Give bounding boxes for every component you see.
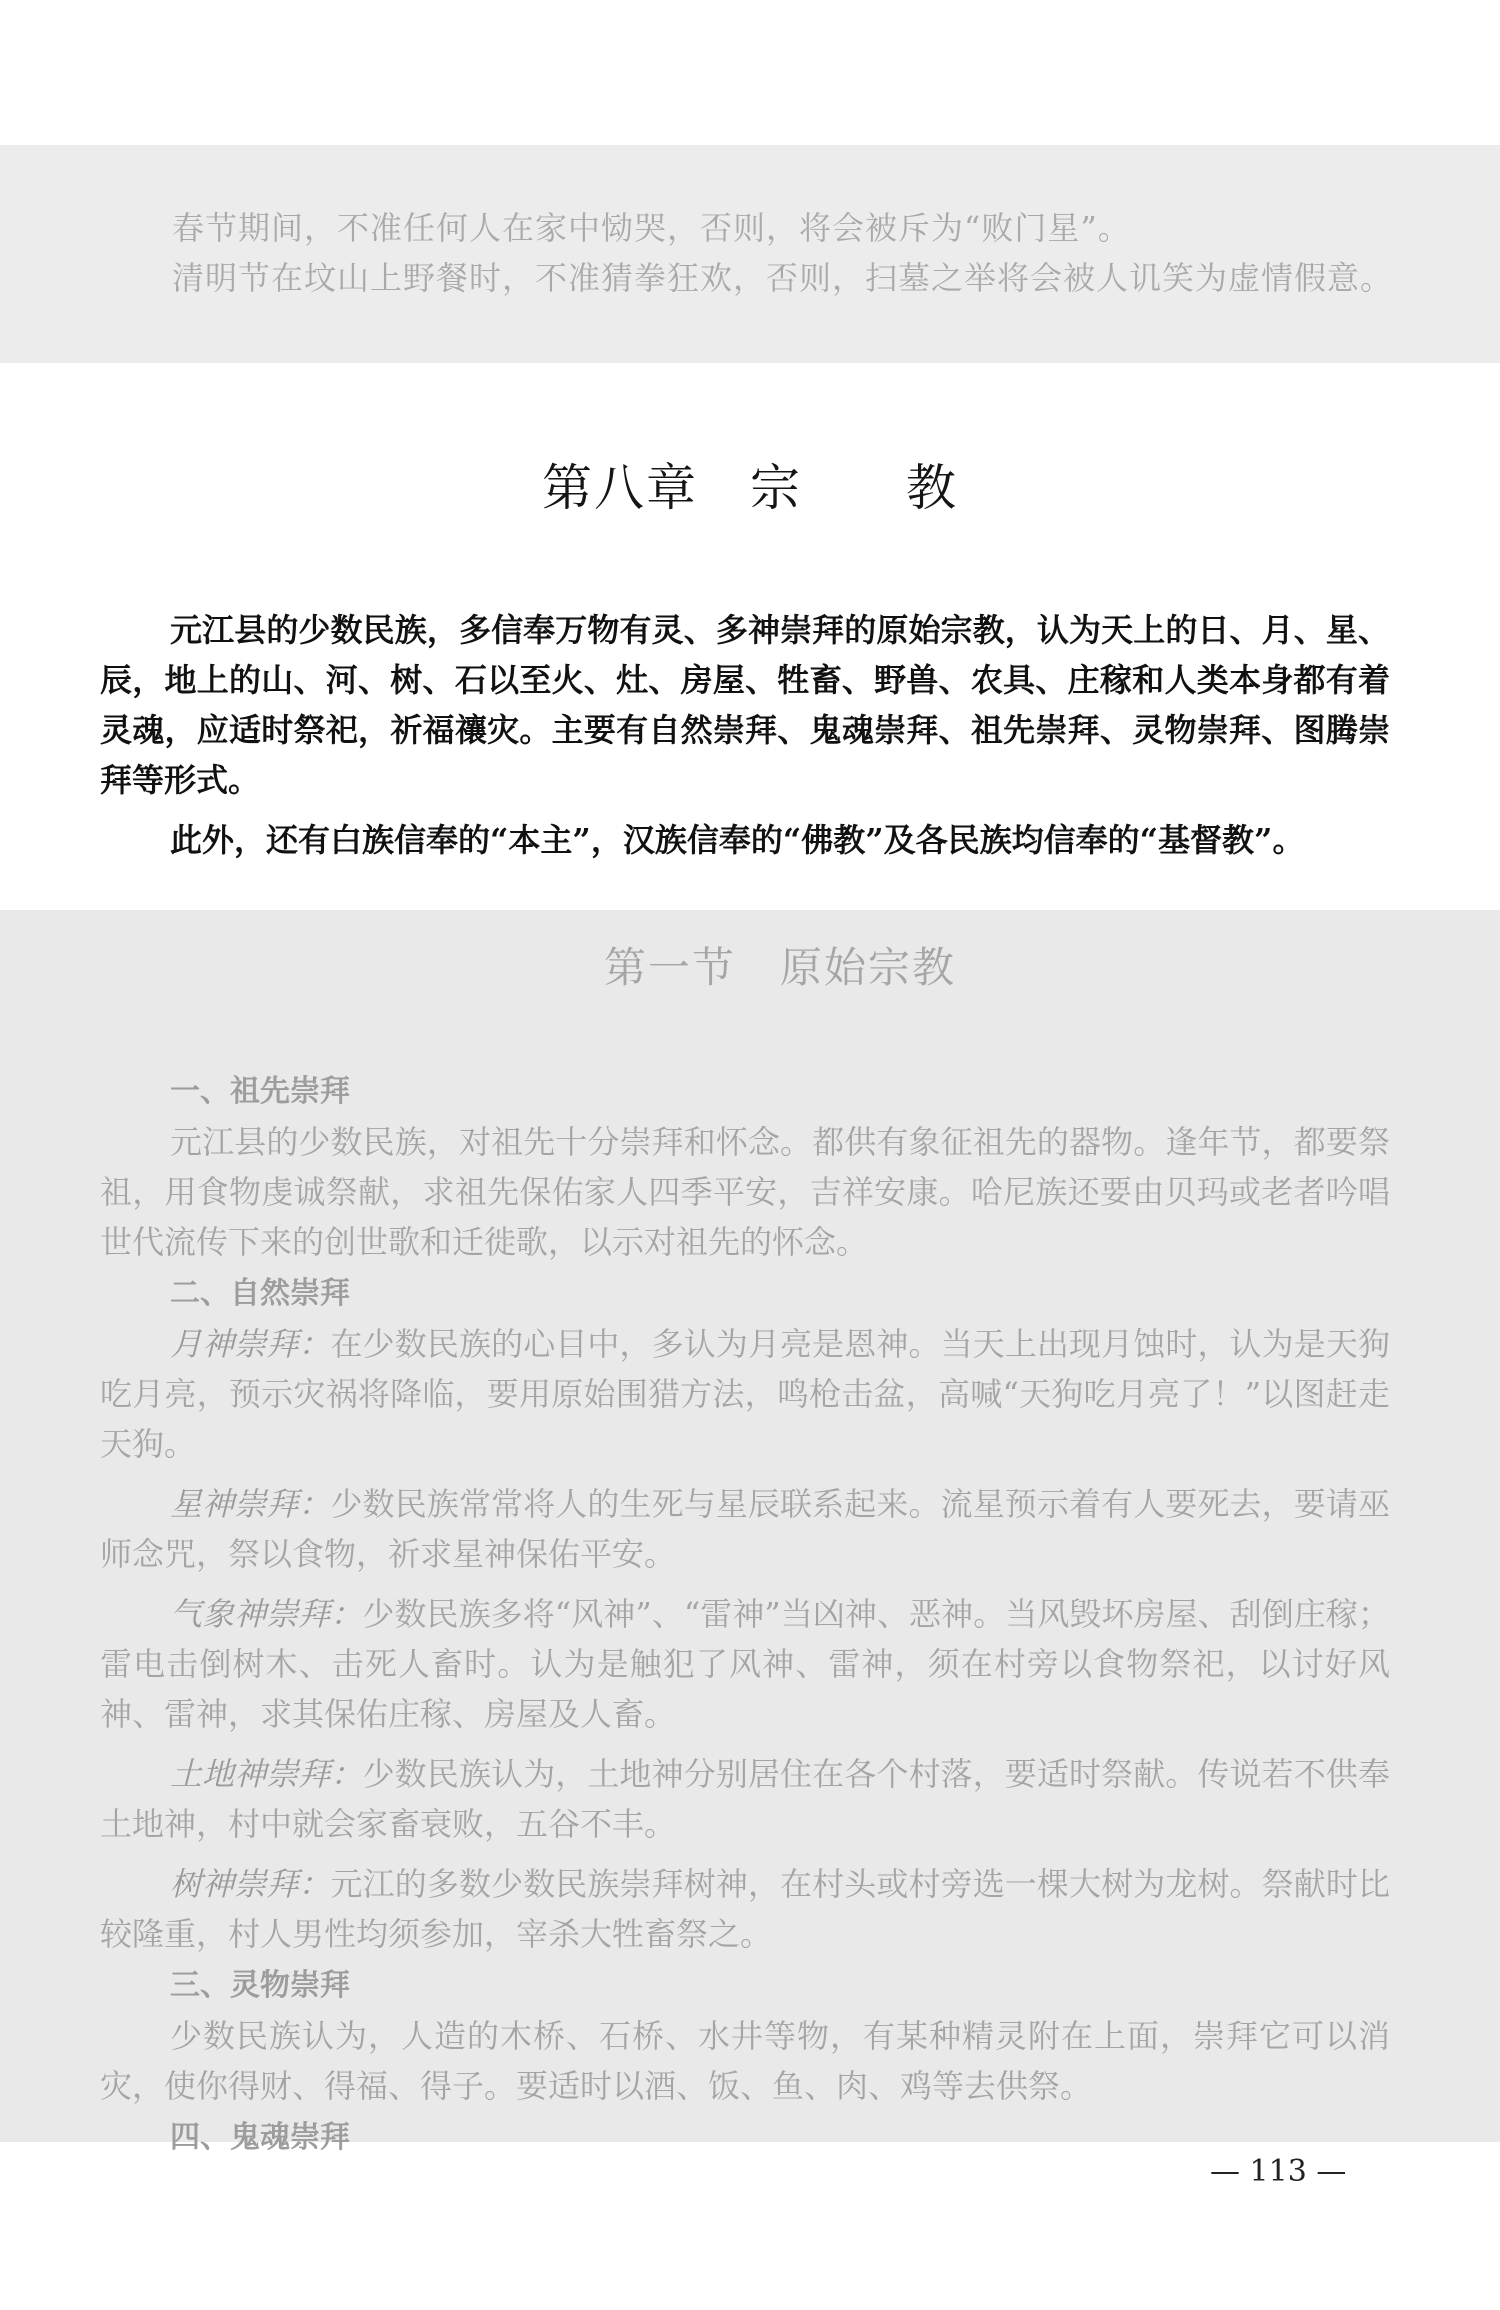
paragraph-tree-god bbox=[100, 1859, 1390, 1959]
text-star-god: 少数民族常常将人的生死与星辰联系起来。流星预示着有人要死去，要请巫师念咒，祭以食物，祈求星神保佑平安。 bbox=[100, 1485, 1390, 1573]
paragraph-weather-god bbox=[100, 1589, 1390, 1739]
text-tree-god: 元江的多数少数民族崇拜树神，在村头或村旁选一棵大树为龙树。祭献时比较隆重，村人男性均须参加，宰杀大牲畜祭之。 bbox=[100, 1865, 1390, 1953]
section-title: 第一节 原始宗教 bbox=[603, 943, 956, 992]
subheading-spirit-object-worship: 三、灵物崇拜 bbox=[170, 1968, 350, 2003]
text-moon-god: 在少数民族的心目中，多认为月亮是恩神。当天上出现月蚀时，认为是天狗吃月亮，预示灾祸将降临，要用原始围猎方法，鸣枪击盆，高喊“天狗吃月亮了！”以图赶走天狗。 bbox=[100, 1325, 1390, 1463]
taboo-line-qingming: 清明节在坟山上野餐时，不准猜拳狂欢，否则，扫墓之举将会被人讥笑为虚情假意。 bbox=[172, 259, 1394, 297]
subheading-ghost-worship: 四、鬼魂崇拜 bbox=[170, 2120, 350, 2155]
paragraph-land-god bbox=[100, 1749, 1390, 1849]
lead-star-god: 星神崇拜： bbox=[170, 1485, 331, 1523]
section-content bbox=[100, 1065, 1390, 2163]
intro-paragraph: 此外，还有白族信奉的“本主”，汉族信奉的“佛教”及各民族均信奉的“基督教”。 bbox=[170, 821, 1305, 859]
lead-land-god: 土地神崇拜： bbox=[170, 1755, 363, 1793]
paragraph-ancestor-worship: 元江县的少数民族，对祖先十分崇拜和怀念。都供有象征祖先的器物。逢年节，都要祭祖，用食物虔诚祭献，求祖先保佑家人四季平安，吉祥安康。哈尼族还要由贝玛或老者吟唱世代流传下来的创世歌和迁徙歌，以示对祖先的怀念。 bbox=[100, 1123, 1390, 1261]
lead-tree-god: 树神崇拜： bbox=[170, 1865, 331, 1903]
paragraph-star-god bbox=[100, 1479, 1390, 1579]
intro-paragraph: 元江县的少数民族，多信奉万物有灵、多神崇拜的原始宗教，认为天上的日、月、星、辰，地上的山、河、树、石以至火、灶、房屋、牲畜、野兽、农具、庄稼和人类本身都有着灵魂，应适时祭祀，祈福禳灾。主要有自然崇拜、鬼魂崇拜、祖先崇拜、灵物崇拜、图腾崇拜等形式。 bbox=[100, 611, 1390, 799]
taboo-line-spring-festival: 春节期间，不准任何人在家中恸哭，否则，将会被斥为“败门星”。 bbox=[172, 209, 1131, 247]
paragraph-spirit-object-worship: 少数民族认为，人造的木桥、石桥、水井等物，有某种精灵附在上面，崇拜它可以消灾，使你得财、得福、得子。要适时以酒、饭、鱼、肉、鸡等去供祭。 bbox=[100, 2017, 1390, 2105]
subheading-ancestor-worship: 一、祖先崇拜 bbox=[170, 1074, 350, 1109]
text-land-god: 少数民族认为，土地神分别居住在各个村落，要适时祭献。传说若不供奉土地神，村中就会家畜衰败，五谷不丰。 bbox=[100, 1755, 1390, 1843]
lead-moon-god: 月神崇拜： bbox=[170, 1325, 331, 1363]
paragraph-moon-god bbox=[100, 1319, 1390, 1469]
chapter-title: 第八章 宗 教 bbox=[542, 459, 958, 517]
subheading-nature-worship: 二、自然崇拜 bbox=[170, 1276, 350, 1311]
lead-weather-god: 气象神崇拜： bbox=[170, 1595, 363, 1633]
text-weather-god: 少数民族多将“风神”、“雷神”当凶神、恶神。当风毁坏房屋、刮倒庄稼；雷电击倒树木、击死人畜时。认为是触犯了风神、雷神，须在村旁以食物祭祀，以讨好风神、雷神，求其保佑庄稼、房屋及人畜。 bbox=[100, 1595, 1390, 1733]
chapter-intro bbox=[100, 605, 1390, 865]
previous-section-band bbox=[0, 145, 1500, 363]
page-number: — 113 — bbox=[1210, 2154, 1347, 2189]
